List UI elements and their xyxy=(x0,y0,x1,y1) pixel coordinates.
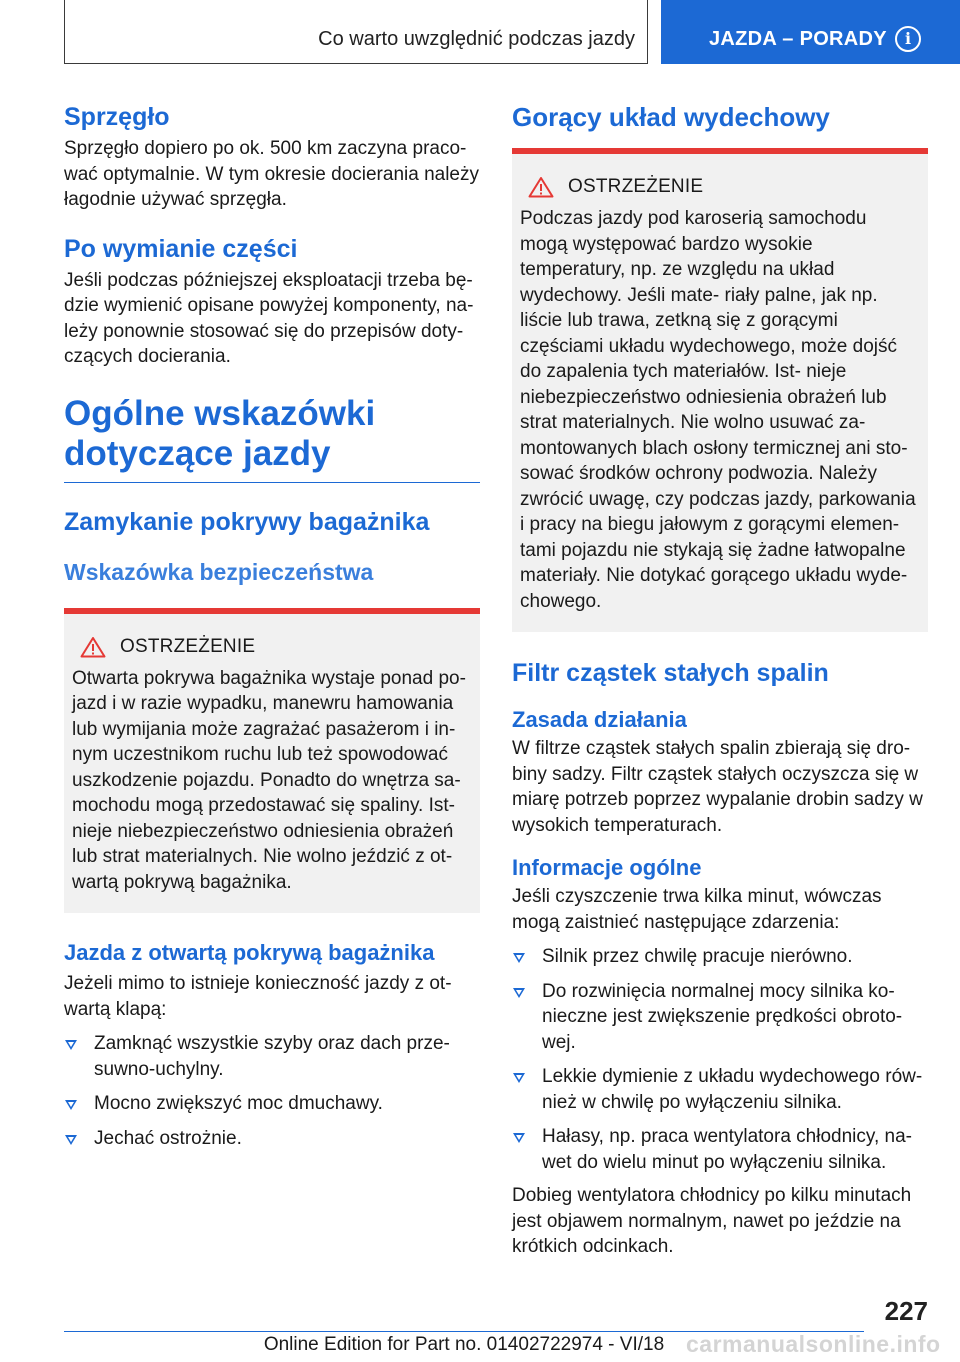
list-item: Hałasy, np. praca wentylatora chłodnicy, na- wet do wielu minut po wyłączeniu silnika. xyxy=(512,1124,928,1175)
warning-text: Podczas jazdy pod karoserią samochodu mogą występować bardzo wysokie temperatury, np. ze względu na układ wydechowy. Jeśli mate- riały palne, jak np. liście lub trawa, zetkną się z gorącymi częściami układu wydechowego, może dojść do zapalenia tych materiałów. Ist- nieje niebezpieczeństwo odniesienia obrażeń lub strat materialnych. Nie wolno usuwać za- montowanych blach osłony termicznej ani sto- sować środków ochrony podwozia. Należy zwrócić uwagę, czy podczas jazdy, parkowania i pracy na biegu jałowym z gorącymi elemen- tami pojazdu nie stykają się żadne łatwopalne materiały. Nie dotykać gorącego układu wyde- chowego. xyxy=(520,208,916,612)
parts-text: Jeśli podczas późniejszej eksploatacji trzeba bę- dzie wymienić opisane powyżej komponenty, na- leży ponownie stosować się do przepisów doty- czących docierania. xyxy=(64,269,474,367)
open-trunk-intro: Jeżeli mimo to istnieje konieczność jazdy z ot- wartą klapą: xyxy=(64,973,452,1020)
warning-triangle-icon xyxy=(80,636,106,658)
principle-text: W filtrze cząstek stałych spalin zbierają się dro- biny sadzy. Filtr cząstek stałych oczyszcza się w miarę potrzeb poprzez wypalanie drobin sadzy w wysokich temperaturach. xyxy=(512,738,923,836)
open-trunk-list xyxy=(64,1031,480,1151)
open-trunk-heading: Jazda z otwartą pokrywą bagażnika xyxy=(64,940,435,965)
list-item: Silnik przez chwilę pracuje nierówno. xyxy=(512,944,928,970)
bullet-triangle-icon xyxy=(513,988,525,998)
info-outro: Dobieg wentylatora chłodnicy po kilku minutach jest objawem normalnym, nawet po jeździe na krótkich odcinkach. xyxy=(512,1185,912,1257)
bullet-triangle-icon xyxy=(65,1100,77,1110)
info-heading: Informacje ogólne xyxy=(512,855,702,880)
info-list xyxy=(512,944,928,1175)
warning-triangle-icon xyxy=(528,176,554,198)
chapter-title: Co warto uwzględnić podczas jazdy xyxy=(318,28,635,50)
info-icon[interactable]: i xyxy=(895,26,921,52)
right-column xyxy=(512,100,928,1260)
bullet-triangle-icon xyxy=(65,1135,77,1145)
left-column xyxy=(64,100,480,1151)
watermark-logo: carmanualsonline.info xyxy=(686,1331,941,1357)
general-heading: Ogólne wskazówki dotyczące jazdy xyxy=(64,394,480,483)
warning-box xyxy=(512,148,928,632)
edition-text: Online Edition for Part no. 01402722974 - VI/18 xyxy=(263,1334,665,1355)
safety-heading: Wskazówka bezpieczeństwa xyxy=(64,558,374,585)
list-item: Jechać ostrożnie. xyxy=(64,1126,480,1152)
parts-heading: Po wymianie części xyxy=(64,234,298,263)
filter-heading: Filtr cząstek stałych spalin xyxy=(512,659,829,687)
bullet-triangle-icon xyxy=(513,1133,525,1143)
warning-box xyxy=(64,608,480,914)
trunk-heading: Zamykanie pokrywy bagażnika xyxy=(64,507,430,536)
section-tab-label: JAZDA – PORADY xyxy=(709,28,887,50)
warning-text: Otwarta pokrywa bagażnika wystaje ponad po- jazd i w razie wypadku, manewru hamowania lub wymijania może zagrażać pasażerom i in- nym uczestnikom ruchu lub też spowodować uszkodzenie pojazdu. Ponadto do wnętrza sa- mochodu mogą przedostawać się spaliny. Ist- nieje niebezpieczeństwo odniesienia obrażeń lub strat materialnych. Nie wolno jeździć z ot- wartą pokrywą bagażnika. xyxy=(72,667,466,893)
warning-label: OSTRZEŻENIE xyxy=(120,635,256,657)
clutch-text: Sprzęgło dopiero po ok. 500 km zaczyna praco- wać optymalnie. W tym okresie docierania należy łagodnie używać sprzęgła. xyxy=(64,138,480,210)
section-tab[interactable] xyxy=(661,0,960,64)
list-item: Mocno zwiększyć moc dmuchawy. xyxy=(64,1091,480,1117)
page-number: 227 xyxy=(884,1296,928,1326)
bullet-triangle-icon xyxy=(513,1073,525,1083)
list-item: Do rozwinięcia normalnej mocy silnika ko- nieczne jest zwiększenie prędkości obroto- wej. xyxy=(512,979,928,1056)
header-chapter-box xyxy=(64,0,648,64)
principle-heading: Zasada działania xyxy=(512,707,687,732)
info-intro: Jeśli czyszczenie trwa kilka minut, wówczas mogą zaistnieć następujące zdarzenia: xyxy=(512,886,882,933)
warning-label: OSTRZEŻENIE xyxy=(568,176,704,197)
list-item: Lekkie dymienie z układu wydechowego rów- nież w chwilę po wyłączeniu silnika. xyxy=(512,1064,928,1115)
bullet-triangle-icon xyxy=(65,1040,77,1050)
exhaust-heading: Gorący układ wydechowy xyxy=(512,102,830,132)
list-item: Zamknąć wszystkie szyby oraz dach prze- suwno-uchylny. xyxy=(64,1031,480,1082)
bullet-triangle-icon xyxy=(513,953,525,963)
clutch-heading: Sprzęgło xyxy=(64,103,170,131)
